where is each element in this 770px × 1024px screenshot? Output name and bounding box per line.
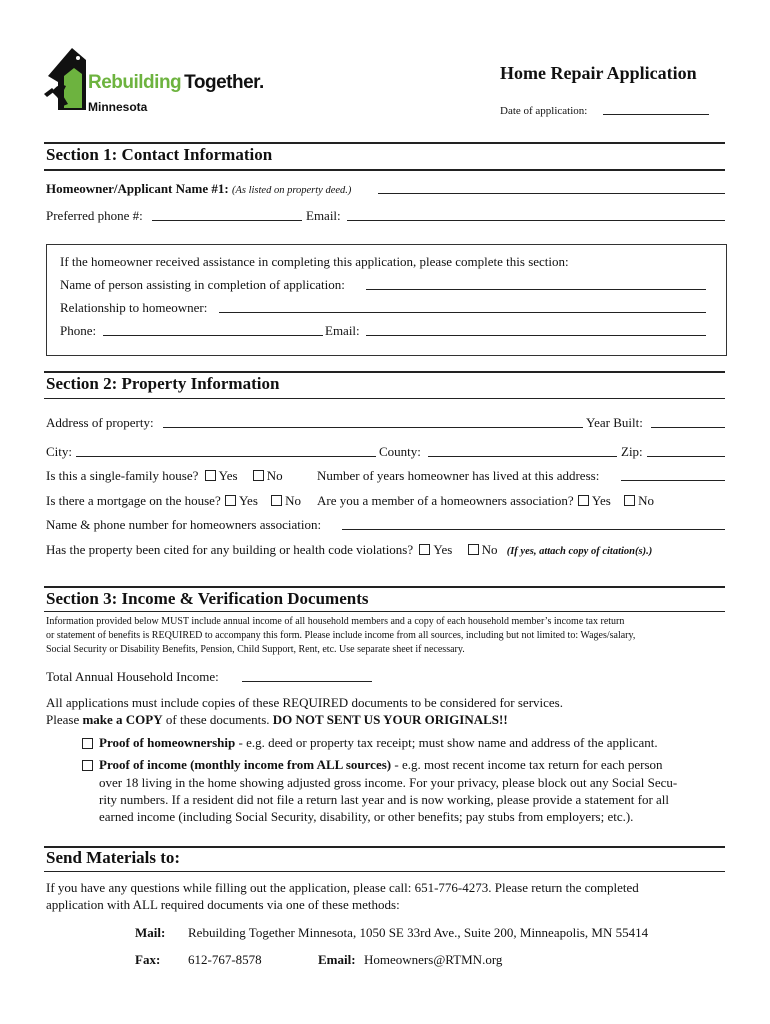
section1-bottom-rule bbox=[44, 169, 725, 171]
cited-yes-checkbox[interactable] bbox=[419, 544, 430, 555]
doc2-line4: earned income (including Social Security, disability, or other benefits; pay stubs from employers; etc.). bbox=[99, 809, 634, 824]
mortgage-no-label: No bbox=[285, 493, 302, 508]
section2-top-rule bbox=[44, 371, 725, 373]
doc1-text: - e.g. deed or property tax receipt; must show name and address of the applicant. bbox=[235, 735, 658, 750]
send-email-label: Email: bbox=[318, 952, 356, 967]
org-logo bbox=[40, 44, 270, 120]
doc2-line3: rity numbers. If a resident did not file a return last year and is now working, please provide a statement for all bbox=[99, 792, 670, 807]
single-family-yes-label: Yes bbox=[218, 468, 238, 483]
single-family-no-label: No bbox=[266, 468, 283, 483]
mortgage-no-checkbox[interactable] bbox=[271, 495, 282, 506]
single-family-row bbox=[46, 468, 283, 484]
copy-line-mid: of these documents. bbox=[162, 712, 273, 727]
org-region: Minnesota bbox=[88, 100, 148, 114]
year-built-field[interactable] bbox=[651, 427, 725, 428]
year-built-label: Year Built: bbox=[586, 415, 643, 430]
hoa-contact-field[interactable] bbox=[342, 529, 725, 530]
section2-title: Section 2: Property Information bbox=[46, 374, 280, 393]
cited-note: (If yes, attach copy of citation(s).) bbox=[506, 546, 653, 557]
doc2-line2: over 18 living in the home showing adjusted gross income. For your privacy, please block out any Social Secu- bbox=[99, 775, 678, 790]
county-label: County: bbox=[379, 444, 421, 459]
assist-phone-field[interactable] bbox=[103, 335, 323, 336]
homeowner-label: Homeowner/Applicant Name #1: bbox=[46, 181, 229, 196]
org-name-part1: Rebuilding bbox=[88, 72, 182, 93]
page-title: Home Repair Application bbox=[500, 63, 697, 83]
single-family-no-checkbox[interactable] bbox=[253, 470, 264, 481]
fax-number: 612-767-8578 bbox=[188, 952, 262, 967]
copy-line-bold2: DO NOT SENT US YOUR ORIGINALS!! bbox=[272, 712, 508, 727]
section1-top-rule bbox=[44, 142, 725, 144]
section3-bottom-rule bbox=[44, 611, 725, 612]
hoa-row bbox=[317, 493, 654, 509]
single-family-yes-checkbox[interactable] bbox=[205, 470, 216, 481]
section3-top-rule bbox=[44, 586, 725, 588]
section3-title: Section 3: Income & Verification Documents bbox=[46, 589, 369, 608]
copy-line bbox=[46, 712, 508, 728]
hoa-no-label: No bbox=[638, 493, 654, 508]
assist-name-field[interactable] bbox=[366, 289, 706, 290]
doc2-row bbox=[99, 757, 663, 773]
homeowner-note: (As listed on property deed.) bbox=[231, 185, 352, 196]
years-owned-field[interactable] bbox=[621, 480, 725, 481]
relationship-field[interactable] bbox=[219, 312, 706, 313]
mortgage-row bbox=[46, 493, 301, 509]
homeowner-name-field[interactable] bbox=[378, 193, 725, 194]
years-owned-label: Number of years homeowner has lived at this address: bbox=[317, 468, 600, 483]
doc2-checkbox[interactable] bbox=[82, 760, 93, 771]
hoa-question: Are you a member of a homeowners association? bbox=[317, 493, 574, 508]
phone-field[interactable] bbox=[152, 220, 302, 221]
address-field[interactable] bbox=[163, 427, 583, 428]
assist-name-label: Name of person assisting in completion of application: bbox=[60, 277, 345, 292]
address-label: Address of property: bbox=[46, 415, 154, 430]
mail-label: Mail: bbox=[135, 925, 166, 940]
mortgage-yes-checkbox[interactable] bbox=[225, 495, 236, 506]
send-bottom-rule bbox=[44, 871, 725, 872]
income-info-line2: or statement of benefits is REQUIRED to accompany this form. Please include income from all sources, including but not limited to: Wages/salary, bbox=[46, 630, 636, 641]
doc1-title: Proof of homeownership bbox=[99, 735, 236, 750]
email-label: Email: bbox=[306, 208, 341, 223]
assist-intro: If the homeowner received assistance in completing this application, please complete this section: bbox=[60, 254, 569, 269]
zip-field[interactable] bbox=[647, 456, 725, 457]
hoa-yes-checkbox[interactable] bbox=[578, 495, 589, 506]
hoa-no-checkbox[interactable] bbox=[624, 495, 635, 506]
mortgage-yes-label: Yes bbox=[238, 493, 258, 508]
homeowner-label-row bbox=[46, 181, 351, 199]
income-info-line1: Information provided below MUST include annual income of all household members and a copy of each household member’s income tax return bbox=[46, 616, 625, 627]
county-field[interactable] bbox=[428, 456, 617, 457]
doc1-row bbox=[99, 735, 658, 751]
hoa-contact-label: Name & phone number for homeowners association: bbox=[46, 517, 322, 532]
hoa-yes-label: Yes bbox=[591, 493, 611, 508]
required-docs-line: All applications must include copies of these REQUIRED documents to be considered for services. bbox=[46, 695, 563, 710]
zip-label: Zip: bbox=[621, 444, 643, 459]
total-income-label: Total Annual Household Income: bbox=[46, 669, 219, 684]
single-family-question: Is this a single-family house? bbox=[46, 468, 199, 483]
date-label: Date of application: bbox=[500, 105, 588, 117]
phone-label: Preferred phone #: bbox=[46, 208, 143, 223]
cited-yes-label: Yes bbox=[433, 542, 453, 557]
copy-line-prefix: Please bbox=[46, 712, 83, 727]
section1-title: Section 1: Contact Information bbox=[46, 145, 273, 164]
mail-address: Rebuilding Together Minnesota, 1050 SE 33rd Ave., Suite 200, Minneapolis, MN 55414 bbox=[188, 925, 649, 940]
fax-label: Fax: bbox=[135, 952, 161, 967]
doc1-checkbox[interactable] bbox=[82, 738, 93, 749]
date-field[interactable] bbox=[603, 114, 709, 115]
cited-no-label: No bbox=[481, 542, 498, 557]
assist-phone-label: Phone: bbox=[60, 323, 97, 338]
email-field[interactable] bbox=[347, 220, 725, 221]
income-info-line3: Social Security or Disability Benefits, Pension, Child Support, Rent, etc. Use separate sheet if necessary. bbox=[46, 644, 465, 655]
house-figure-icon bbox=[42, 46, 90, 116]
city-field[interactable] bbox=[76, 456, 376, 457]
org-name-part2: Together. bbox=[184, 72, 264, 93]
doc2-line1: - e.g. most recent income tax return for each person bbox=[391, 757, 663, 772]
city-label: City: bbox=[46, 444, 73, 459]
assist-email-field[interactable] bbox=[366, 335, 706, 336]
copy-line-bold1: make a COPY bbox=[82, 712, 163, 727]
send-line1: If you have any questions while filling out the application, please call: 651-776-4273. Please return the completed bbox=[46, 880, 639, 895]
mortgage-question: Is there a mortgage on the house? bbox=[46, 493, 221, 508]
send-title: Send Materials to: bbox=[46, 848, 181, 867]
assist-email-label: Email: bbox=[325, 323, 360, 338]
cited-no-checkbox[interactable] bbox=[468, 544, 479, 555]
send-email-address[interactable]: Homeowners@RTMN.org bbox=[364, 952, 503, 967]
cited-row bbox=[46, 542, 652, 560]
doc2-title: Proof of income (monthly income from ALL sources) bbox=[99, 757, 392, 772]
cited-question: Has the property been cited for any building or health code violations? bbox=[46, 542, 414, 557]
relationship-label: Relationship to homeowner: bbox=[60, 300, 208, 315]
total-income-field[interactable] bbox=[242, 681, 372, 682]
send-line2: application with ALL required documents via one of these methods: bbox=[46, 897, 400, 912]
section2-bottom-rule bbox=[44, 398, 725, 399]
